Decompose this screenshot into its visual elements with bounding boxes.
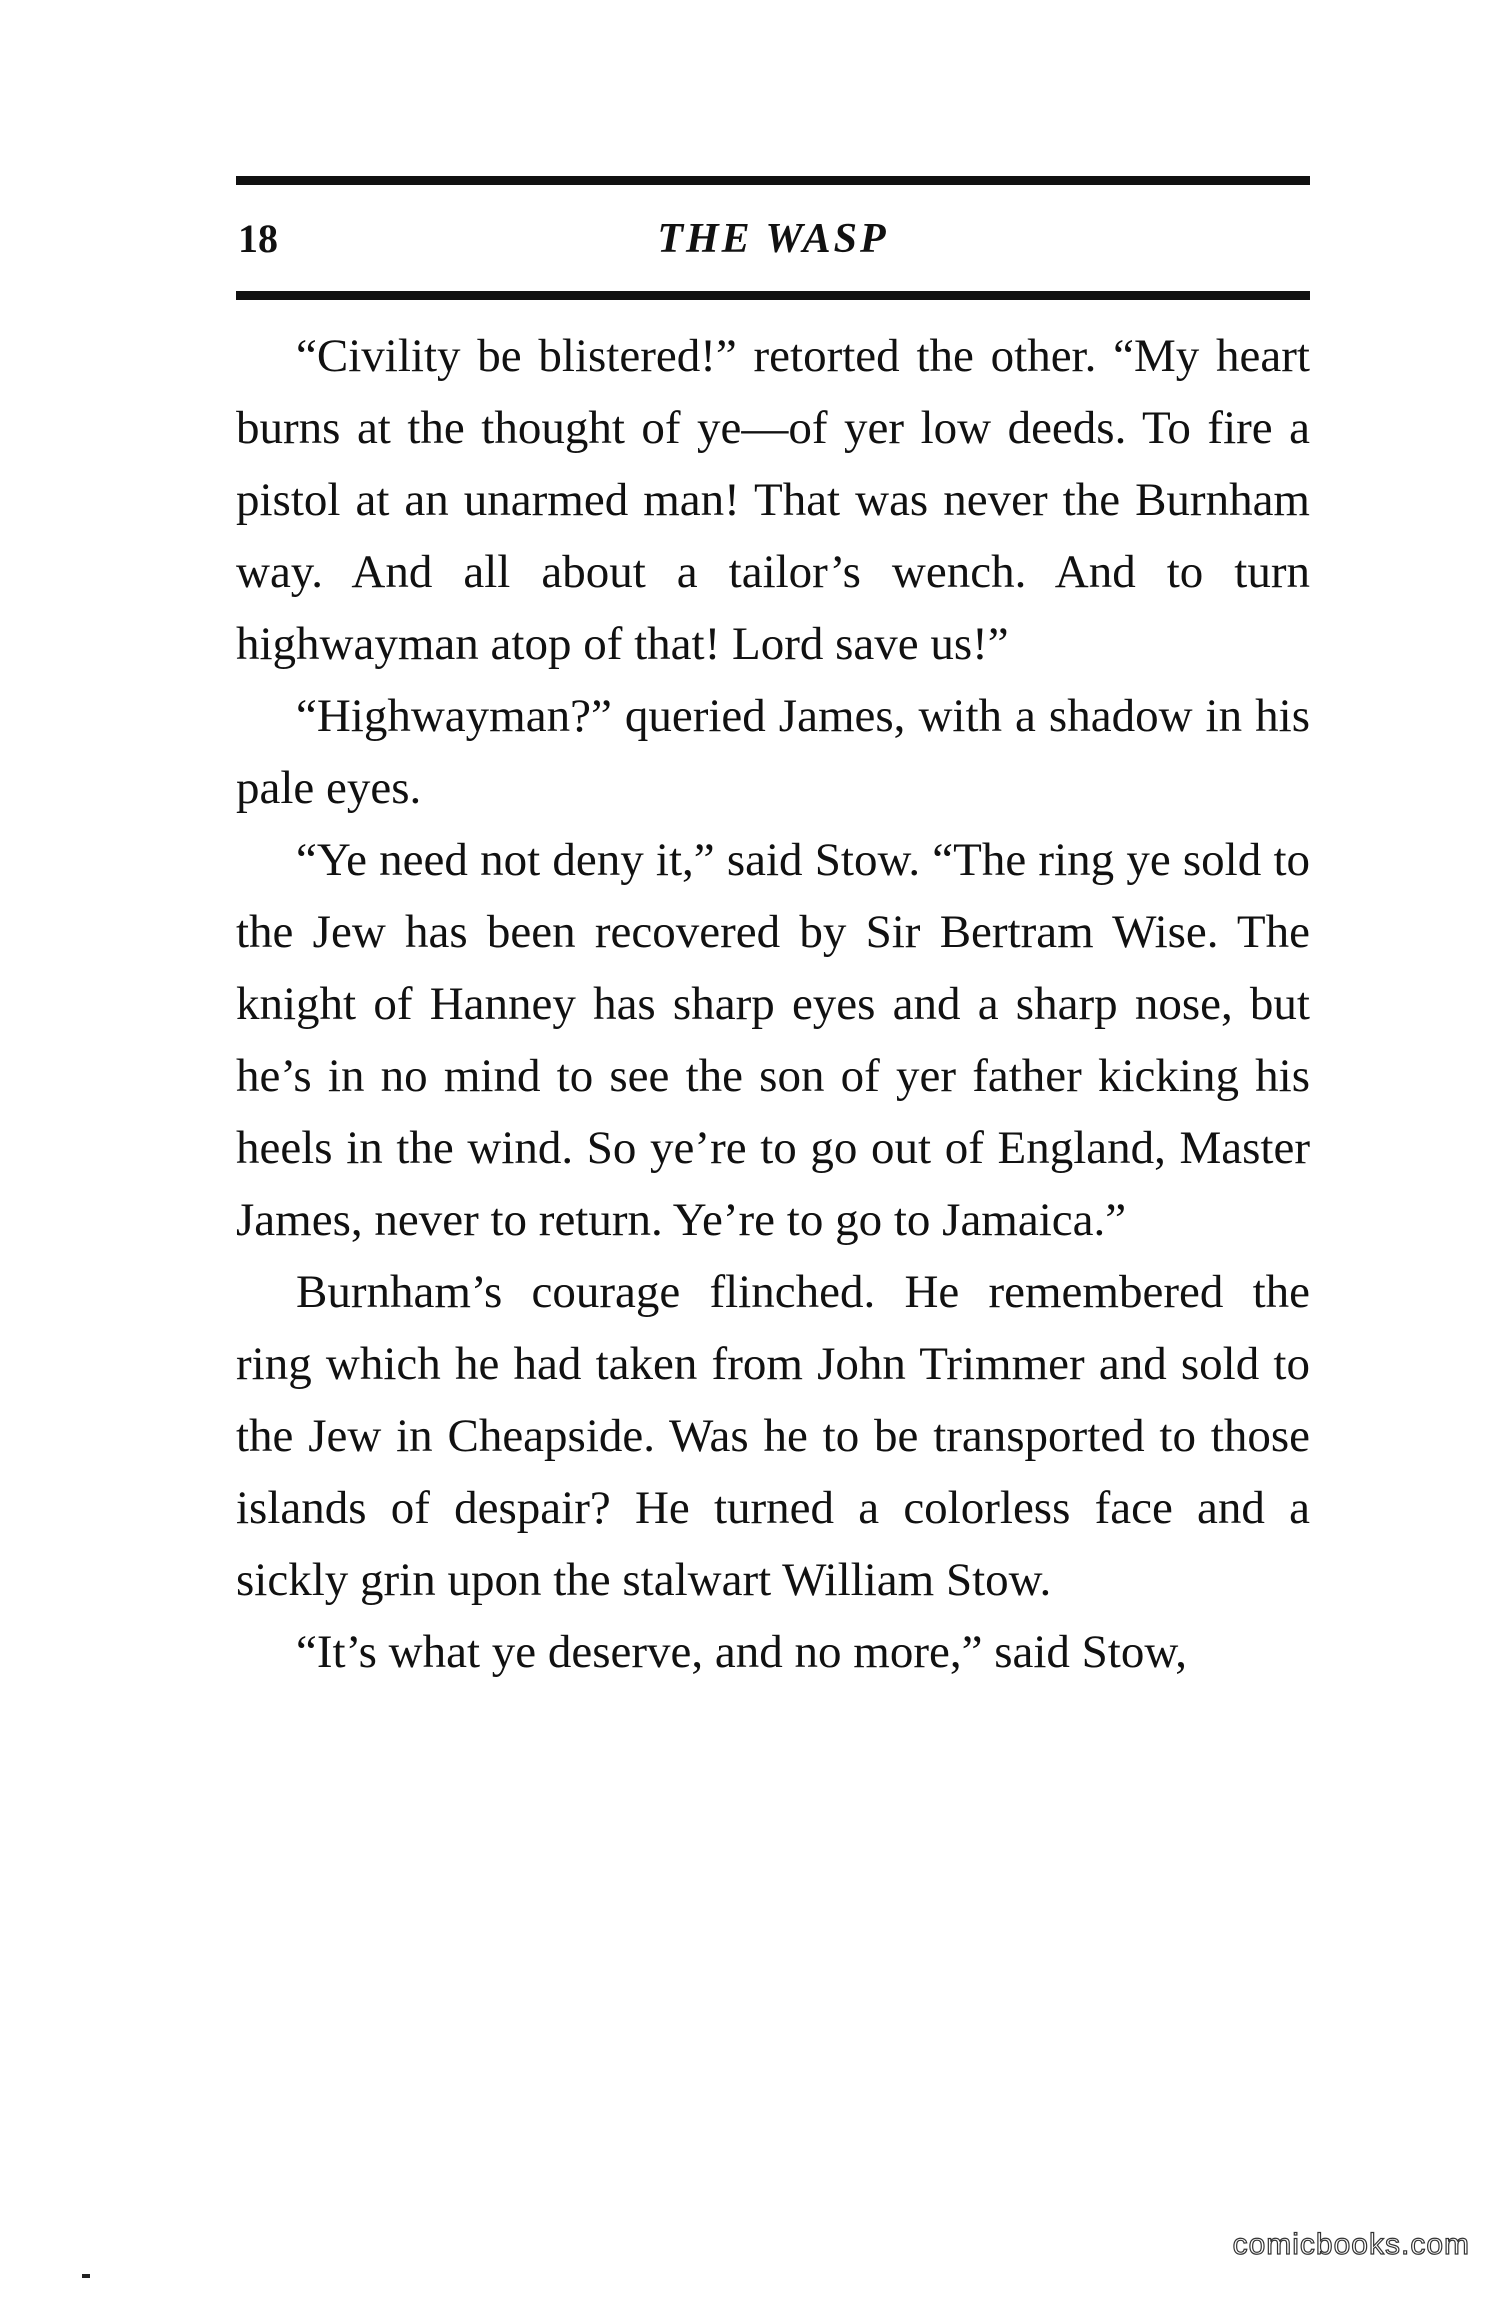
watermark: comicbooks.com [1232, 2228, 1470, 2261]
paragraph: “Civility be blistered!” retorted the other. “My heart burns at the thought of ye—of yer low deeds. To fire a pistol at an unarmed man! That was never the Burnham way. And all about a tailor’s wench. And to turn highwayman atop of that! Lord save us!” [236, 330, 1310, 670]
running-head [236, 205, 1310, 275]
header-rule-bottom [236, 291, 1310, 300]
paragraph: “Highwayman?” queried James, with a shadow in his pale eyes. [236, 690, 1310, 814]
paragraph: “It’s what ye deserve, and no more,” said Stow, [296, 1626, 1188, 1678]
page-number: 18 [238, 216, 278, 261]
body-text [236, 320, 1310, 1688]
paragraph: “Ye need not deny it,” said Stow. “The ring ye sold to the Jew has been recovered by Sir Bertram Wise. The knight of Hanney has sharp eyes and a sharp nose, but he’s in no mind to see the son of yer father kicking his heels in the wind. So ye’re to go out of England, Master James, never to return. Ye’re to go to Jamaica.” [236, 834, 1310, 1246]
running-title: THE WASP [657, 216, 889, 262]
print-speck [82, 2274, 90, 2278]
header-rule-top [236, 176, 1310, 185]
paragraph: Burnham’s courage flinched. He remembered the ring which he had taken from John Trimmer and sold to the Jew in Cheapside. Was he to be transported to those islands of despair? He turned a colorless face and a sickly grin upon the stalwart William Stow. [236, 1266, 1310, 1606]
